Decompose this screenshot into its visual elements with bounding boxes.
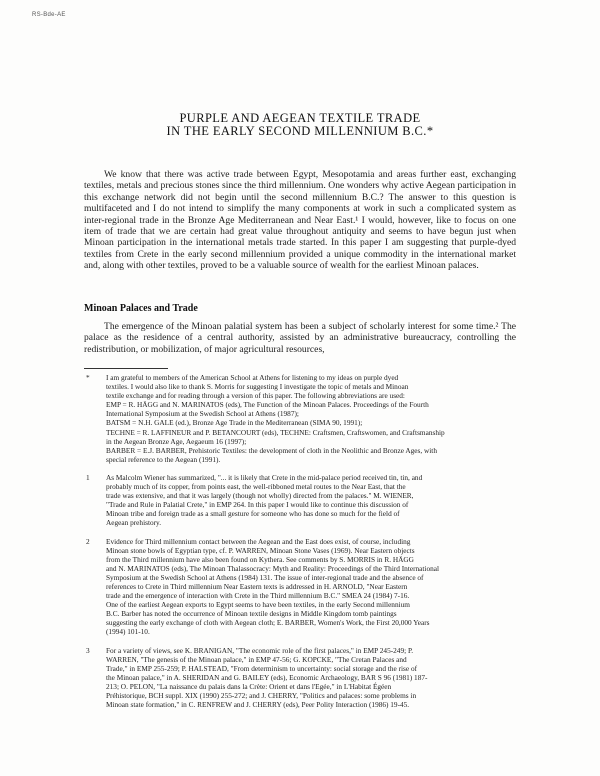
footnote-line: Minoan tribe and foreign trade as a small gesture for someone who has done so much for the field of bbox=[106, 509, 400, 519]
footnote bbox=[84, 473, 516, 528]
footnote-line: in the Aegean Bronze Age, Aegaeum 16 (1997); bbox=[106, 436, 247, 446]
footnote bbox=[84, 646, 516, 710]
footnote-line: textile exchange and for reading through a version of this paper. The following abbreviations are used: bbox=[106, 391, 405, 401]
footnote-line: (1994) 101-10. bbox=[106, 627, 150, 637]
footnote-line: As Malcolm Wiener has summarized, "... it is likely that Crete in the mid-palace period received tin, tin, and bbox=[106, 472, 423, 482]
footnote-line: trade and the emergence of interaction with Crete in the Third millennium B.C." SMEA 24 (1984) 7-16. bbox=[106, 591, 410, 601]
footnote bbox=[84, 373, 516, 464]
footnote-line: I am grateful to members of the American School at Athens for listening to my ideas on purple dyed bbox=[106, 373, 399, 382]
footnote-divider bbox=[84, 368, 168, 369]
footnote-number: 3 bbox=[86, 645, 90, 655]
intro-paragraph: We know that there was active trade between Egypt, Mesopotamia and areas further east, exchanging textiles, metals and precious stones since the third millennium. One wonders why active Aegean participation in this exchange network did not begin until the second millennium B.C.? The answer to this question is multifaceted and I do not intend to simplify the many components at work in such a complicated system as inter-regional trade in the Bronze Age Mediterranean and Near East.¹ I would, however, like to focus on one item of trade that we are certain had great value throughout antiquity and seems to have begun just when Minoan participation in the international metals trade started. In this paper I am suggesting that purple-dyed textiles from Crete in the early second millennium provided a unique commodity in the international market and, along with other textiles, proved to be a valuable source of wealth for the earliest Minoan palaces. bbox=[84, 169, 516, 272]
footnote-line: references to Crete in Third millennium Near Eastern texts is addressed in H. ARNOLD, "Near Eastern bbox=[106, 581, 408, 591]
footnote-line: "Trade and Rule in Palatial Crete," in EMP 264. In this paper I would like to continue this discussion of bbox=[106, 500, 409, 510]
footnote-line: One of the earliest Aegean exports to Egypt seems to have been textiles, in the early Second millennium bbox=[106, 600, 410, 610]
footnote-line: and N. MARINATOS (eds), The Minoan Thalassocracy: Myth and Reality: Proceedings of the Third International bbox=[106, 563, 440, 573]
footnote-line: BARBER = E.J. BARBER, Prehistoric Textiles: the development of cloth in the Neolithic and Bronze Ages, with bbox=[106, 445, 437, 455]
footnote-line: special reference to the Aegean (1991). bbox=[106, 454, 221, 464]
footnote bbox=[84, 537, 516, 637]
footnote-line: B.C. Barber has noted the occurrence of Minoan textile designs in Middle Kingdom tomb paintings bbox=[106, 609, 397, 619]
section-heading: Minoan Palaces and Trade bbox=[84, 303, 198, 314]
footnotes bbox=[84, 373, 516, 718]
footnote-number: * bbox=[86, 373, 90, 382]
corner-mark: RS-Bde-AE bbox=[32, 12, 66, 18]
footnote-line: EMP = R. HÄGG and N. MARINATOS (eds), The Function of the Minoan Palaces. Proceedings of the Fourth bbox=[106, 400, 429, 410]
article-title-line-2: IN THE EARLY SECOND MILLENNIUM B.C.* bbox=[166, 124, 434, 138]
footnote-number: 1 bbox=[86, 472, 90, 482]
footnote-line: For a variety of views, see K. BRANIGAN, "The economic role of the first palaces," in EMP 245-249; P. bbox=[106, 645, 414, 655]
footnote-line: Symposium at the Swedish School at Athens (1984) 131. The issue of inter-regional trade and the absence of bbox=[106, 572, 424, 582]
article-title-line-1: PURPLE AND AEGEAN TEXTILE TRADE bbox=[179, 111, 421, 125]
footnote-line: Evidence for Third millennium contact between the Aegean and the East does exist, of course, including bbox=[106, 536, 411, 546]
footnote-line: WARREN, "The genesis of the Minoan palace," in EMP 47-56; G. KOPCKE, "The Cretan Palaces and bbox=[106, 654, 407, 664]
footnote-line: from the Third millennium have also been found on Kythera. See comments by S. MORRIS in R. HÄGG bbox=[106, 554, 414, 564]
footnote-line: 213; O. PELON, "La naissance du palais dans la Crète: Orient et dans l'Egée," in L'Habitat Égéen bbox=[106, 681, 392, 691]
footnote-line: Préhistorique, BCH suppl. XIX (1990) 255-272; and J. CHERRY, "Politics and palaces: some problems in bbox=[106, 691, 417, 700]
section-paragraph: The emergence of the Minoan palatial system has been a subject of scholarly interest for some time.² The palace as the residence of a central authority, assisted by an administrative bureaucracy, controlling the redistribution, or mobilization, of major agricultural resources, bbox=[84, 321, 516, 355]
footnote-line: Aegean prehistory. bbox=[106, 518, 162, 528]
footnote-line: suggesting the early exchange of cloth with Aegean cloth; E. BARBER, Women's Work, the First 20,000 Years bbox=[106, 618, 430, 628]
footnote-number: 2 bbox=[86, 536, 90, 546]
footnote-line: trade was extensive, and that it was largely (though not wholly) directed from the palaces." M. WIENER, bbox=[106, 491, 414, 501]
footnote-line: probably much of its copper, from points east, the well-ribboned metal routes to the Near East, that the bbox=[106, 482, 406, 492]
footnote-line: the Minoan palace," in A. SHERIDAN and G. BAILEY (eds), Economic Archaeology, BAR S 96 (1981) 187- bbox=[106, 672, 428, 682]
footnote-line: TECHNE = R. LAFFINEUR and P. BETANCOURT (eds), TECHNE: Craftsmen, Craftswomen, and Craftsmanship bbox=[106, 427, 445, 437]
footnote-line: Minoan stone bowls of Egyptian type, cf. P. WARREN, Minoan Stone Vases (1969). Near Eastern objects bbox=[106, 545, 415, 555]
footnote-line: textiles. I would also like to thank S. Morris for suggesting I investigate the topic of metals and Minoan bbox=[106, 382, 409, 392]
footnote-line: BATSM = N.H. GALE (ed.), Bronze Age Trade in the Mediterranean (SIMA 90, 1991); bbox=[106, 418, 363, 428]
footnote-line: Trade," in EMP 255-259; P. HALSTEAD, "From determinism to uncertainty: social storage and the rise of bbox=[106, 663, 418, 673]
footnote-line: Minoan state formation," in C. RENFREW and J. CHERRY (eds), Peer Polity Interaction (1986) 19-45. bbox=[106, 700, 410, 710]
footnote-line: International Symposium at the Swedish School at Athens (1987); bbox=[106, 409, 299, 419]
